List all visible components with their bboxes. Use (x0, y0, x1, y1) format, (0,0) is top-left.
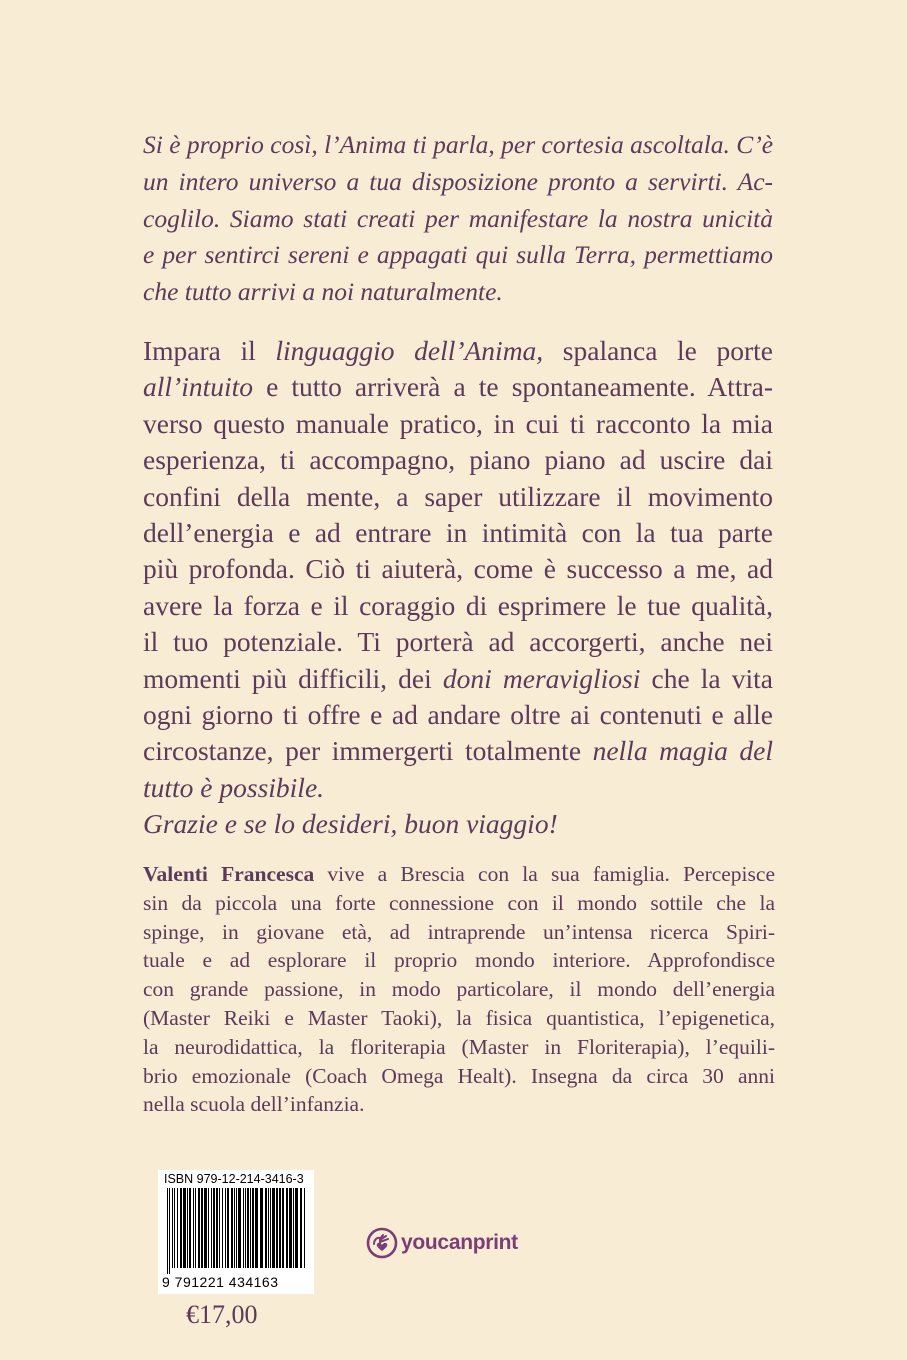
barcode-bar (245, 1188, 246, 1268)
barcode-bar (268, 1188, 269, 1268)
intro-line: un intero universo a tua disposizione pronto a servirti. Ac- (143, 166, 773, 196)
description-line: esperienza, ti accompagno, piano piano ad uscire dai (143, 444, 773, 476)
barcode-bar (169, 1188, 170, 1274)
author-name: Valenti Francesca (143, 862, 315, 886)
barcode-bar (295, 1188, 298, 1268)
publisher-logo (365, 1225, 518, 1261)
barcode-bar (238, 1188, 241, 1268)
publisher-name: youcanprint (401, 1231, 518, 1254)
intro-line: e per sentirci sereni e appagati qui sulla Terra, permettiamo (143, 240, 773, 270)
barcode-bar (252, 1188, 254, 1268)
description-paragraph (143, 333, 773, 843)
barcode-bar (236, 1188, 237, 1268)
closing-line: Grazie e se lo desideri, buon viaggio! (143, 808, 558, 840)
bio-line: tuale e ad esplorare il proprio mondo interiore. Approfondisce (143, 948, 775, 973)
barcode-bar (183, 1188, 186, 1268)
barcode-bar (293, 1188, 294, 1268)
barcode-bar (243, 1188, 244, 1268)
bio-line: con grande passione, in modo particolare, il mondo dell’energia (143, 977, 775, 1002)
barcode-bar (282, 1188, 284, 1268)
author-bio (143, 860, 775, 1119)
barcode-bar (265, 1188, 267, 1268)
intro-line: che tutto arrivi a noi naturalmente. (143, 277, 503, 307)
barcode-bar (187, 1188, 188, 1268)
barcode-bar (231, 1188, 233, 1268)
barcode-bar (211, 1188, 212, 1268)
description-line: verso questo manuale pratico, in cui ti racconto la mia (143, 407, 773, 439)
bio-line: nella scuola dell’infanzia. (143, 1092, 365, 1117)
barcode-bar (195, 1188, 196, 1268)
barcode-bar (286, 1188, 288, 1268)
barcode-bar (227, 1188, 229, 1268)
price: €17,00 (186, 1300, 258, 1329)
isbn-digits: 9 791221 434163 (162, 1274, 279, 1290)
description-line: dell’energia e ad entrare in intimità con la tua parte (143, 517, 773, 549)
intro-line: coglilo. Siamo stati creati per manifestare la nostra unicità (143, 203, 773, 233)
barcode-bar (234, 1188, 235, 1268)
barcode-bar (247, 1188, 249, 1268)
bio-line: spinge, in giovane età, ad intraprende un’intensa ricerca Spiri- (143, 919, 775, 944)
barcode-bar (304, 1188, 305, 1268)
barcode-bar (276, 1188, 278, 1268)
description-line: più profonda. Ciò ti aiuterà, come è successo a me, ad (143, 553, 773, 585)
barcode-bar (279, 1188, 281, 1268)
barcode-bar (213, 1188, 215, 1268)
barcode-bar (219, 1188, 220, 1268)
barcode-bar (167, 1188, 168, 1274)
description-line: momenti più difficili, dei doni meravigliosi che la vita (143, 662, 773, 694)
barcode-bar (204, 1188, 207, 1268)
barcode-bar (177, 1188, 178, 1268)
barcode-bar (260, 1188, 263, 1268)
hand-heart-icon (365, 1226, 399, 1260)
barcode-bar (250, 1188, 251, 1268)
description-line: Impara il linguaggio dell’Anima, spalanca le porte (143, 335, 773, 366)
barcode-bar (300, 1188, 302, 1268)
description-line: circostanze, per immergerti totalmente nella magia del (143, 735, 773, 767)
barcode-bar (255, 1188, 258, 1268)
bio-line: la neurodidattica, la floriterapia (Master in Floriterapia), l’equili- (143, 1034, 775, 1059)
description-line: il tuo potenziale. Ti porterà ad accorgerti, anche nei (143, 626, 773, 658)
barcode-bar (289, 1188, 292, 1268)
description-line: ogni giorno ti offre e ad andare oltre ai contenuti e alle (143, 699, 773, 731)
barcode-bar (201, 1188, 203, 1268)
barcode-bar (222, 1188, 223, 1268)
bio-line: brio emozionale (Coach Omega Healt). Insegna da circa 30 anni (143, 1063, 775, 1088)
barcode-bar (189, 1188, 191, 1268)
isbn-label: ISBN 979-12-214-3416-3 (164, 1172, 304, 1186)
description-line: tutto è possibile. (143, 771, 325, 803)
barcode-bar (270, 1188, 271, 1268)
intro-line: Si è proprio così, l’Anima ti parla, per cortesia ascoltala. C’è (143, 130, 774, 159)
description-line: confini della mente, a saper utilizzare il movimento (143, 480, 773, 512)
barcode-bar (208, 1188, 209, 1268)
bio-line: Valenti Francesca vive a Brescia con la sua famiglia. Percepisce (143, 862, 775, 886)
barcode-bar (193, 1188, 194, 1268)
barcode-bars (165, 1188, 307, 1274)
barcode-bar (172, 1188, 173, 1268)
barcode-bar (180, 1188, 182, 1268)
description-line: all’intuito e tutto arriverà a te spontaneamente. Attra- (143, 371, 773, 403)
isbn-barcode (158, 1170, 314, 1294)
barcode-bar (174, 1188, 175, 1268)
bio-line: (Master Reiki e Master Taoki), la fisica quantistica, l’epigenetica, (143, 1005, 775, 1030)
bio-line: sin da piccola una forte connessione con il mondo sottile che la (143, 890, 775, 915)
barcode-bar (198, 1188, 200, 1268)
barcode-bar (216, 1188, 218, 1268)
barcode-bar (272, 1188, 275, 1268)
barcode-bar (225, 1188, 226, 1268)
description-line: avere la forza e il coraggio di esprimere le tue qualità, (143, 589, 773, 621)
intro-paragraph (143, 127, 773, 311)
